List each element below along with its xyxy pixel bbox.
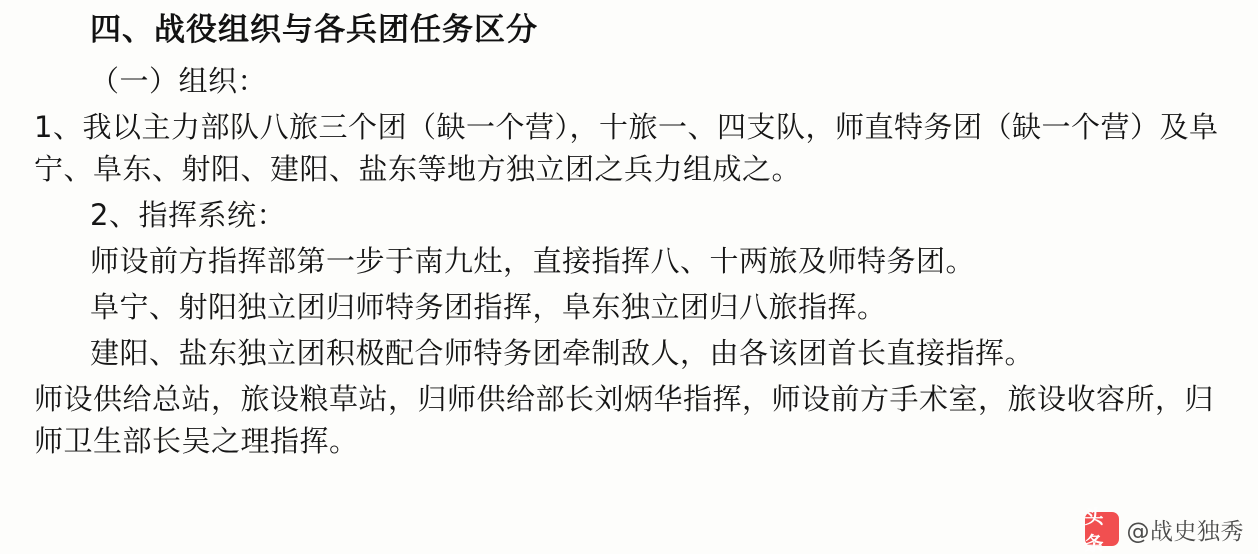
paragraph-supply-station: 师设供给总站，旅设粮草站，归师供给部长刘炳华指挥，师设前方手术室，旅设收容所，归师卫生部长吴之理指挥。 — [34, 382, 1215, 459]
paragraph-item-2: 2、指挥系统： — [90, 197, 286, 232]
paragraph-item-1: 1、我以主力部队八旅三个团（缺一个营），十旅一、四支队，师直特务团（缺一个营）及阜宁、阜东、射阳、建阳、盐东等地方独立团之兵力组成之。 — [34, 109, 1219, 186]
paragraph-funing-sheyang: 阜宁、射阳独立团归师特务团指挥，阜东独立团归八旅指挥。 — [90, 290, 887, 325]
paragraph-front-command: 师设前方指挥部第一步于南九灶，直接指挥八、十两旅及师特务团。 — [90, 244, 976, 279]
paragraph-jianyang-yandong: 建阳、盐东独立团积极配合师特务团牵制敌人，由各该团首长直接指挥。 — [90, 336, 1035, 371]
page-title: 四、战役组织与各兵团任务区分 — [90, 12, 538, 48]
watermark — [1084, 506, 1245, 555]
watermark-label: @战史独秀 — [1126, 518, 1244, 545]
paragraph-organization-label: （一）组织： — [90, 63, 268, 98]
toutiao-logo-icon: 头条 — [1085, 512, 1119, 546]
